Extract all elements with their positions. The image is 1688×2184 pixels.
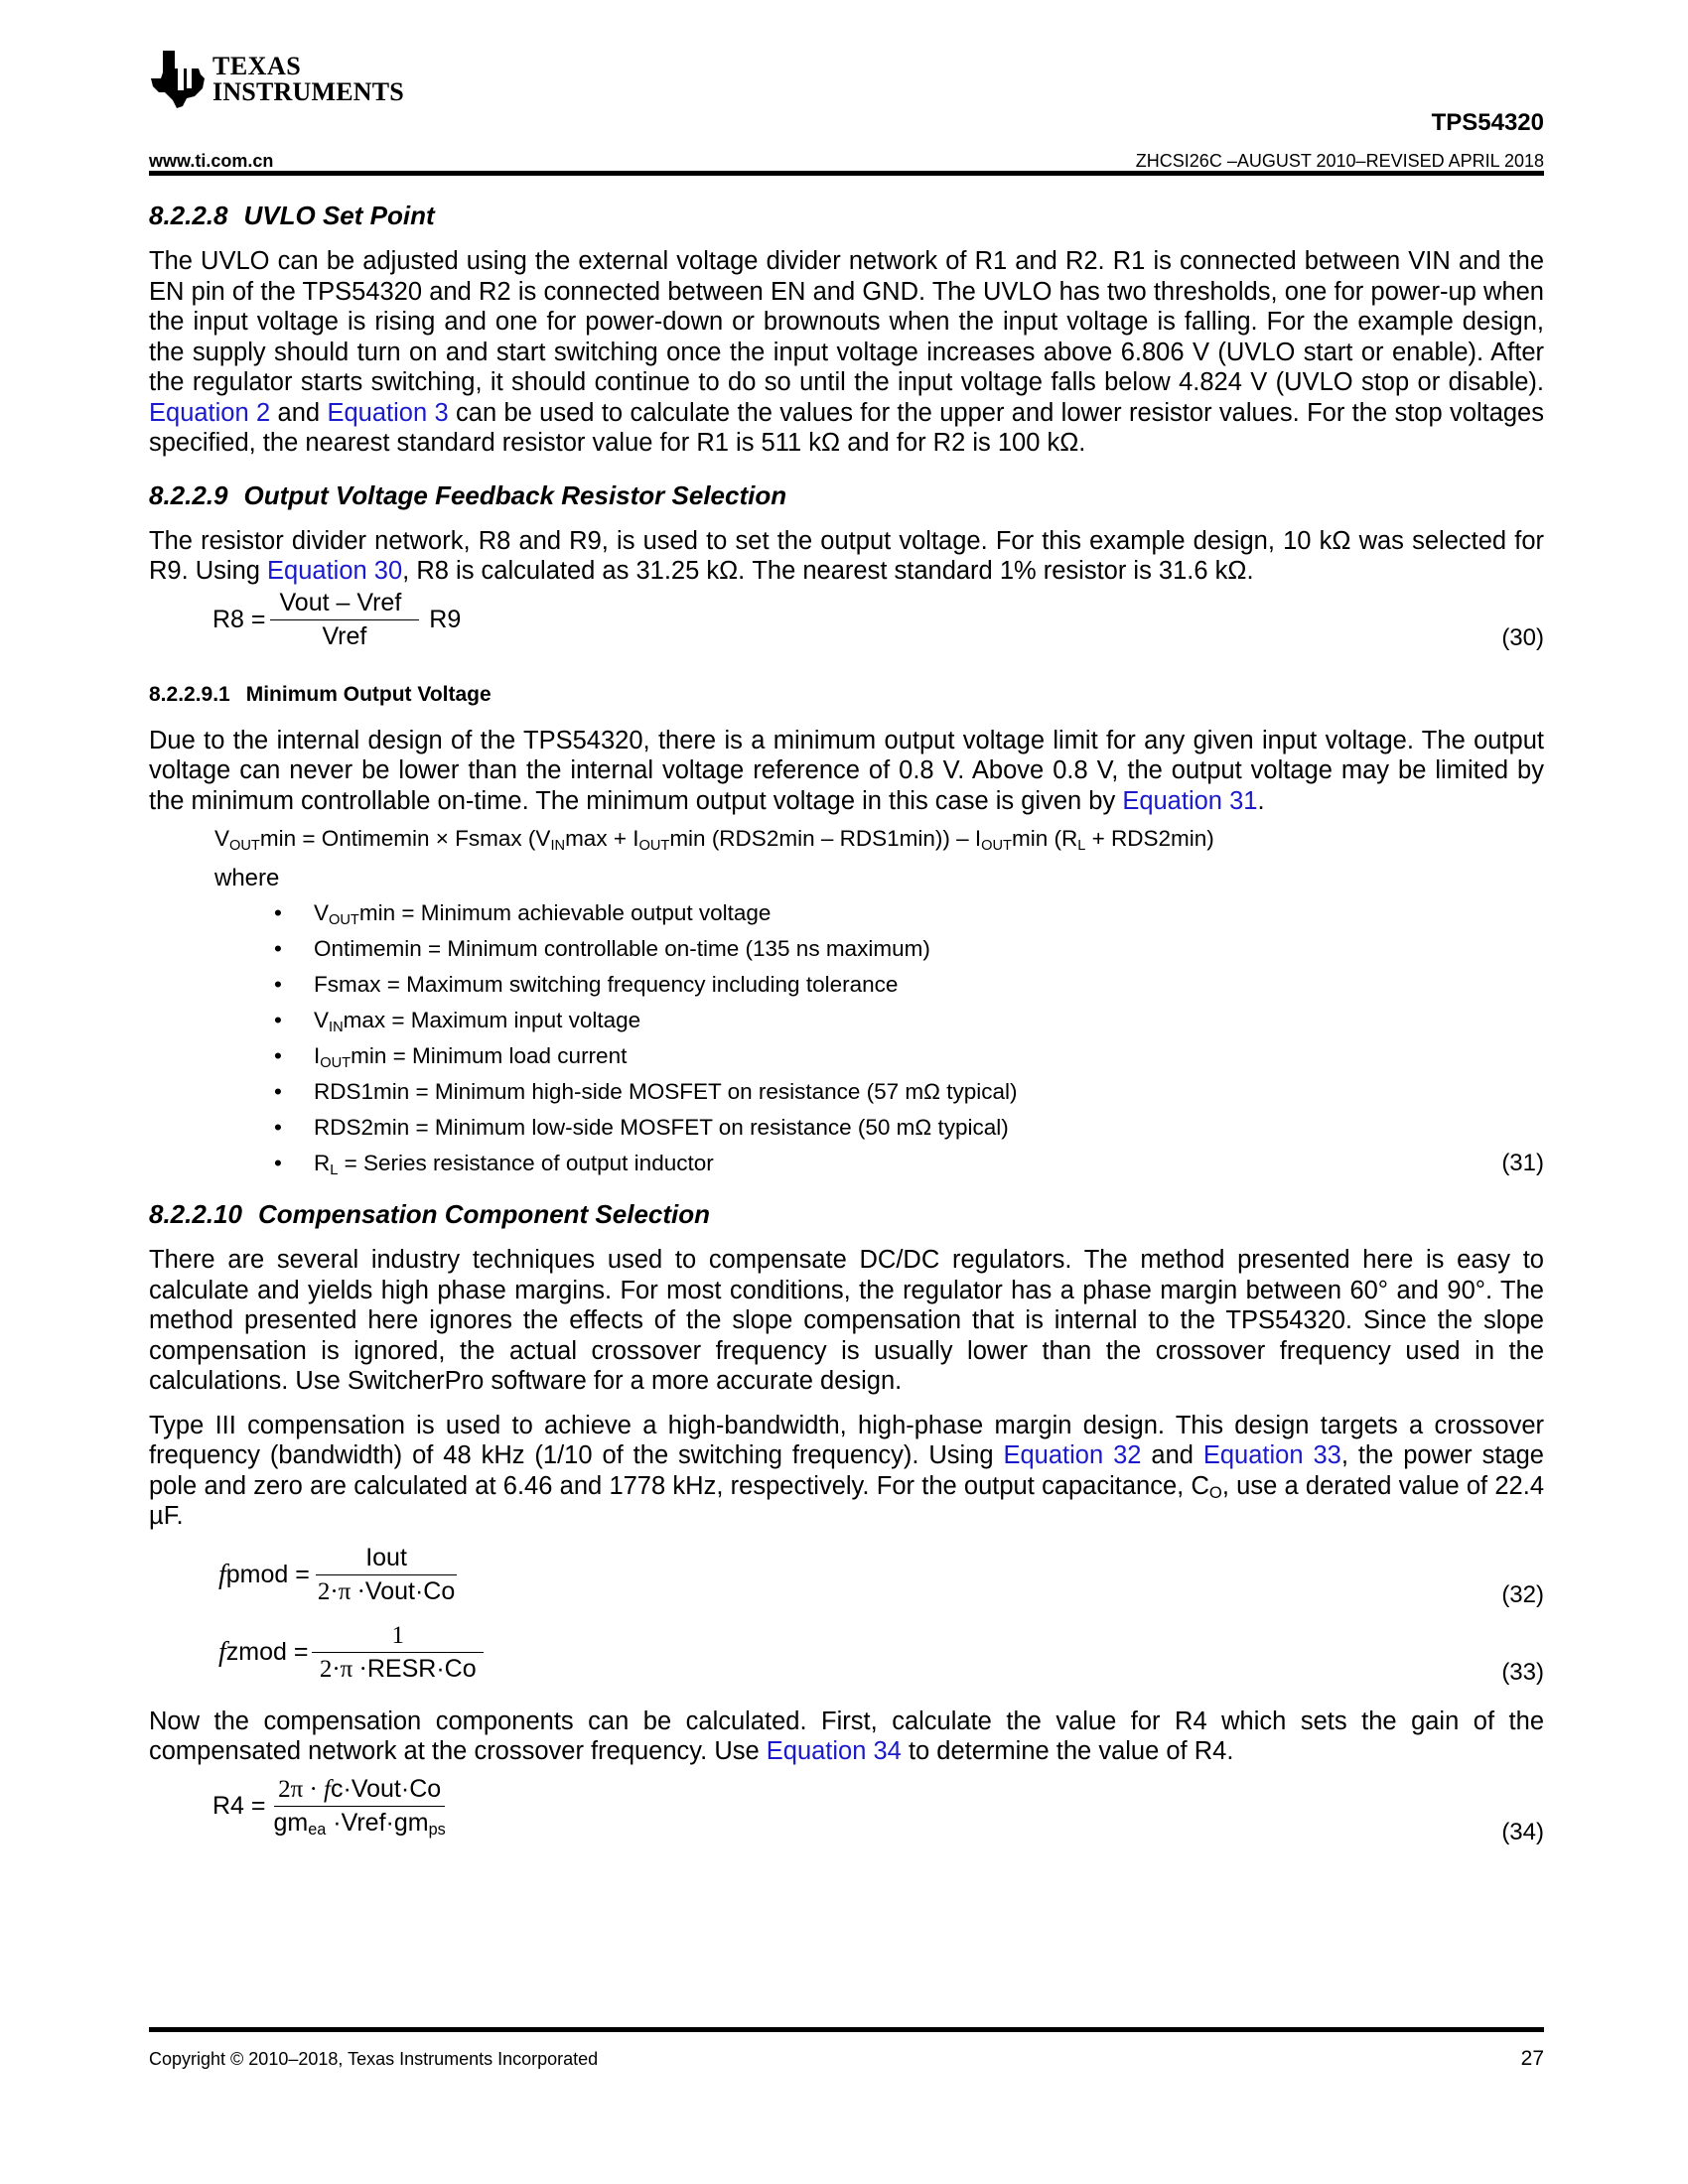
eq-fraction <box>270 589 420 651</box>
eq-lhs: R8 = <box>212 606 266 633</box>
section-number: 8.2.2.9 <box>149 479 228 510</box>
text-run: V <box>314 900 330 925</box>
equation-2-link[interactable]: Equation 2 <box>149 398 271 427</box>
list-item <box>274 1074 1544 1110</box>
text-run: , the power stage pole and zero are calculated at 6.46 and 1778 kHz, respectively. For the output capacitance, C <box>149 1441 1544 1500</box>
list-item <box>274 967 1544 1003</box>
text-run: 2π · <box>278 1776 325 1803</box>
text-run: min = Ontimemin × Fsmax (V <box>259 826 551 851</box>
subscript: L <box>1077 838 1086 854</box>
equation-number: (30) <box>1501 623 1544 651</box>
feedback-paragraph <box>149 526 1544 587</box>
text-run: c·Vout·Co <box>331 1775 442 1803</box>
section-title: UVLO Set Point <box>243 201 435 230</box>
equation-31-link[interactable]: Equation 31 <box>1122 786 1258 815</box>
text-run: min = Minimum achievable output voltage <box>358 900 772 925</box>
eq-numerator: Vout – Vref <box>270 589 420 620</box>
text-run: and <box>1141 1441 1203 1469</box>
min-vout-paragraph <box>149 726 1544 817</box>
logo-line1: TEXAS <box>212 52 302 80</box>
subscript: IN <box>550 838 566 854</box>
text-run: min (RDS2min – RDS1min)) – I <box>669 826 982 851</box>
list-item <box>274 931 1544 967</box>
equation-34 <box>149 1769 1544 1848</box>
list-item <box>274 895 1544 931</box>
eq-lhs: R4 = <box>212 1792 266 1820</box>
document-body <box>149 199 1544 1848</box>
section-heading-uvlo <box>149 199 1544 232</box>
text-run: to determine the value of R4. <box>901 1737 1234 1765</box>
eq-lhs: zmod = <box>225 1638 309 1666</box>
text-run: + RDS2min) <box>1085 826 1214 851</box>
document-id: ZHCSI26C –AUGUST 2010–REVISED APRIL 2018 <box>1135 151 1544 171</box>
equation-32 <box>149 1538 1544 1615</box>
text-run: The UVLO can be adjusted using the external voltage divider network of R1 and R2. R1 is connected between VIN and the EN pin of the TPS54320 and R2 is connected between EN and GND. The UVLO has two thresholds, one for power-up when the input voltage is rising and one for power-down or brownouts when the input voltage is falling. For the example design, the supply should turn on and start switching once the input voltage increases above 6.806 V (UVLO start or enable). After the regulator starts switching, it should continue to do so until the input voltage falls below 4.824 V (UVLO stop or disable). <box>149 247 1544 396</box>
equation-number: (32) <box>1501 1580 1544 1608</box>
subscript: IN <box>329 1020 344 1035</box>
eq-rhs: R9 <box>429 606 462 633</box>
text-run: min = Minimum load current <box>351 1043 628 1068</box>
logo-line2: INSTRUMENTS <box>212 77 404 106</box>
ti-logo[interactable] <box>149 48 404 111</box>
text-run: I <box>314 1043 321 1068</box>
equation-number: (31) <box>1501 1150 1544 1176</box>
section-number: 8.2.2.10 <box>149 1199 242 1229</box>
equation-30-link[interactable]: Equation 30 <box>267 557 403 585</box>
text-run: The resistor divider network, R8 and R9, is used to set the output voltage. For this example design, 10 kΩ was selected for R9. Using <box>149 526 1544 585</box>
text-run: max + I <box>565 826 639 851</box>
text-run: RESR·Co <box>366 1654 477 1683</box>
section-heading-feedback <box>149 478 1544 512</box>
equation-33-link[interactable]: Equation 33 <box>1202 1441 1341 1469</box>
text-run: max = Maximum input voltage <box>343 1008 641 1032</box>
section-title: Output Voltage Feedback Resistor Selection <box>243 479 787 510</box>
compensation-paragraph-1: There are several industry techniques used to compensate DC/DC regulators. The method presented here is easy to calculate and yields high phase margins. For most conditions, the regulator has a phase margin between 60° and 90°. The method presented here ignores the effects of the slope compensation that is internal to the TPS54320. Since the slope compensation is ignored, the actual crossover frequency is usually lower than the crossover frequency used in the calculations. Use SwitcherPro software for a more accurate design. <box>149 1246 1544 1395</box>
subsection-heading-min-vout <box>149 680 1544 710</box>
eq-f-symbol: f <box>324 1776 331 1803</box>
text-run: , use a derated value of 22.4 µF. <box>149 1471 1545 1530</box>
copyright-notice: Copyright © 2010–2018, Texas Instruments Incorporated <box>149 2049 599 2069</box>
list-item <box>274 1110 1544 1146</box>
eq-denominator: Vref <box>322 622 367 650</box>
header-divider <box>149 171 1544 176</box>
subscript: L <box>330 1162 339 1178</box>
section-title: Minimum Output Voltage <box>245 682 492 706</box>
text-run: Type III compensation is used to achieve a high-bandwidth, high-phase margin design. This design targets a crossover frequency (bandwidth) of 48 kHz (1/10 of the switching frequency). Using <box>149 1411 1544 1469</box>
variable-definitions <box>149 895 1544 1181</box>
site-url-link[interactable]: www.ti.com.cn <box>149 151 274 171</box>
subscript: OUT <box>638 838 670 854</box>
equation-33 <box>149 1615 1544 1693</box>
text-run: and <box>270 398 328 427</box>
text-run: Due to the internal design of the TPS54320, there is a minimum output voltage limit for any given input voltage. The output voltage can never be lower than the internal voltage reference of 0.8 V. Above 0.8 V, the output voltage may be limited by the minimum controllable on-time. The minimum output voltage in this case is given by <box>149 726 1544 815</box>
eq-numerator <box>274 1775 445 1807</box>
ti-texas-logo-icon <box>149 49 207 110</box>
eq-fraction <box>314 1544 459 1606</box>
equation-32-link[interactable]: Equation 32 <box>1003 1441 1142 1469</box>
subscript: ps <box>428 1821 446 1839</box>
eq-denominator <box>270 1807 450 1838</box>
subscript: OUT <box>329 912 359 928</box>
uvlo-paragraph <box>149 246 1544 459</box>
compensation-paragraph-2 <box>149 1411 1544 1532</box>
footer-divider <box>149 2027 1544 2032</box>
text-run: 2·π · <box>319 1655 367 1683</box>
eq-fraction <box>270 1775 450 1838</box>
equation-number: (34) <box>1501 1818 1544 1845</box>
text-run: R <box>314 1151 331 1175</box>
text-run: RDS2min = Minimum low-side MOSFET on resistance (50 mΩ typical) <box>314 1115 1009 1140</box>
text-run: Ontimemin = Minimum controllable on-time (135 ns maximum) <box>314 936 930 961</box>
subscript: O <box>1208 1482 1222 1502</box>
logo-wordmark <box>212 54 404 105</box>
list-item <box>274 1038 1544 1074</box>
equation-34-link[interactable]: Equation 34 <box>766 1737 902 1765</box>
list-item <box>274 1146 1544 1181</box>
text-run: can be used to calculate the values for the upper and lower resistor values. For the stop voltages specified, the nearest standard resistor value for R1 is 511 kΩ and for R2 is 100 kΩ. <box>149 398 1544 457</box>
variable-list <box>274 895 1544 1181</box>
eq-numerator: 1 <box>312 1622 484 1653</box>
equation-30 <box>149 589 1544 654</box>
eq-denominator <box>314 1575 459 1606</box>
subscript: OUT <box>320 1055 352 1071</box>
section-heading-compensation <box>149 1197 1544 1231</box>
text-run: = Series resistance of output inductor <box>338 1151 714 1175</box>
subscript: OUT <box>981 838 1012 854</box>
text-run: RDS1min = Minimum high-side MOSFET on resistance (57 mΩ typical) <box>314 1079 1018 1104</box>
eq-numerator: Iout <box>316 1544 457 1575</box>
where-label: where <box>214 865 280 891</box>
compensation-paragraph-3 <box>149 1706 1544 1767</box>
equation-number: (33) <box>1501 1658 1544 1686</box>
eq-fraction <box>312 1622 484 1684</box>
subscript: ea <box>308 1821 327 1839</box>
text-run: 2·π · <box>317 1578 365 1605</box>
section-number: 8.2.2.9.1 <box>149 682 230 706</box>
list-item <box>274 1003 1544 1038</box>
text-run: V <box>314 1008 330 1032</box>
equation-3-link[interactable]: Equation 3 <box>327 398 449 427</box>
page-number: 27 <box>1520 2047 1544 2070</box>
text-run: gm <box>273 1809 309 1837</box>
eq-f-symbol: f <box>218 1636 226 1668</box>
part-number: TPS54320 <box>1431 109 1544 136</box>
subscript: OUT <box>229 838 260 854</box>
eq-lhs: pmod = <box>225 1561 310 1588</box>
text-run: min (R <box>1011 826 1078 851</box>
text-run: Now the compensation components can be calculated. First, calculate the value for R4 which sets the gain of the compensated network at the crossover frequency. Use <box>149 1706 1544 1765</box>
text-run: V <box>214 826 230 851</box>
text-run: ·Vref·gm <box>326 1809 429 1837</box>
section-number: 8.2.2.8 <box>149 201 228 230</box>
text-run: , R8 is calculated as 31.25 kΩ. The nearest standard 1% resistor is 31.6 kΩ. <box>402 557 1254 585</box>
text-run: Vout·Co <box>364 1577 456 1605</box>
text-run: Fsmax = Maximum switching frequency including tolerance <box>314 972 899 997</box>
section-title: Compensation Component Selection <box>257 1199 711 1229</box>
eq-denominator <box>316 1653 481 1684</box>
equation-31-formula <box>214 824 1544 854</box>
eq-f-symbol: f <box>218 1559 226 1590</box>
text-run: . <box>1257 786 1265 815</box>
